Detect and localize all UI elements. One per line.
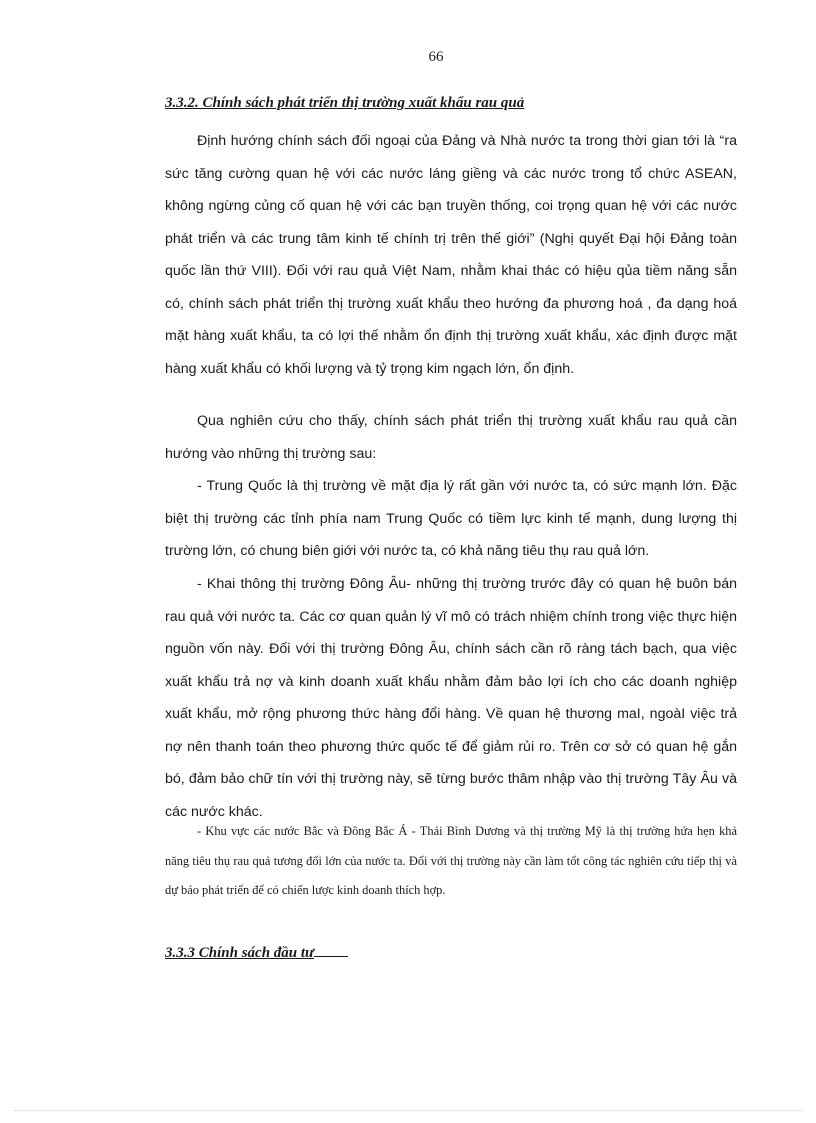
- paragraph-foreign-policy-text: Định hướng chính sách đối ngoại của Đảng và Nhà nước ta trong thời gian tới là “ra sức tăng cường quan hệ với các nước láng giềng và các nước trong tổ chức ASEAN, không ngừng củng cố quan hệ với các bạn truyền thống, coi trọng quan hệ với các nước phát triển và các trung tâm kinh tế chính trị trên thế giới” (Nghị quyết Đại hội Đảng toàn quốc lần thứ VIII). Đối với rau quả Việt Nam, nhằm khai thác có hiệu qủa tiềm năng sẵn có, chính sách phát triển thị trường xuất khẩu theo hướng đa phương hoá , đa dạng hoá mặt hàng xuất khẩu, ta có lợi thế nhằm ổn định thị trường xuất khẩu, xác định được mặt hàng xuất khẩu có khối lượng và tỷ trọng kim ngạch lớn, ổn định.: [165, 133, 737, 377]
- page-bottom-rule: [14, 1110, 802, 1111]
- paragraph-eastern-europe-market: [165, 568, 737, 828]
- paragraph-foreign-policy: [165, 125, 737, 385]
- page-number: 66: [428, 49, 444, 65]
- paragraph-china-market: [165, 470, 737, 568]
- paragraph-china-market-text: - Trung Quốc là thị trường về mặt địa lý rất gần với nước ta, có sức mạnh lớn. Đặc biệt thị trường các tỉnh phía nam Trung Quốc có tiềm lực kinh tế mạnh, dung lượng thị trường lớn, có chung biên giới với nước ta, có khả năng tiêu thụ rau quả lớn.: [165, 478, 737, 559]
- heading-underline-trail: [314, 942, 348, 957]
- paragraph-eastern-europe-market-text: - Khai thông thị trường Đông Âu- những thị trường trước đây có quan hệ buôn bán rau quả với nước ta. Các cơ quan quản lý vĩ mô có trách nhiệm chính trong việc thực hiện nguồn vốn này. Đối với thị trường Đông Âu, chính sách cần rõ ràng tách bạch, qua việc xuất khẩu trả nợ và kinh doanh xuất khẩu nhằm đảm bảo lợi ích cho các doanh nghiệp xuất khẩu, mở rộng phương thức hàng đổi hàng. Về quan hệ thương maI, ngoàI việc trả nợ nên thanh toán theo phương thức quốc tế để giảm rủi ro. Trên cơ sở có quan hệ gắn bó, đảm bảo chữ tín với thị trường này, sẽ từng bước thâm nhập vào thị trường Tây Âu và các nước khác.: [165, 576, 737, 820]
- section-heading-3-3-3-text: 3.3.3 Chính sách đầu tư: [165, 945, 315, 961]
- paragraph-research-intro-text: Qua nghiên cứu cho thấy, chính sách phát triển thị trường xuất khẩu rau quả cần hướng vào những thị trường sau:: [165, 413, 737, 462]
- section-heading-3-3-2: 3.3.2. Chính sách phát triển thị trường xuất khẩu rau quả: [165, 95, 525, 111]
- section-heading-3-3-3: [165, 942, 348, 962]
- paragraph-asia-pacific-market-text: - Khu vực các nước Bắc và Đông Bắc Á - Thái Bình Dương và thị trường Mỹ là thị trường hứa hẹn khả năng tiêu thụ rau quả tương đối lớn của nước ta. Đối với thị trường này cần làm tốt công tác nghiên cứu tiếp thị và dự báo phát triển để có chiến lược kinh doanh thích hợp.: [165, 824, 737, 897]
- paragraph-asia-pacific-market: [165, 817, 737, 906]
- paragraph-research-intro: [165, 405, 737, 470]
